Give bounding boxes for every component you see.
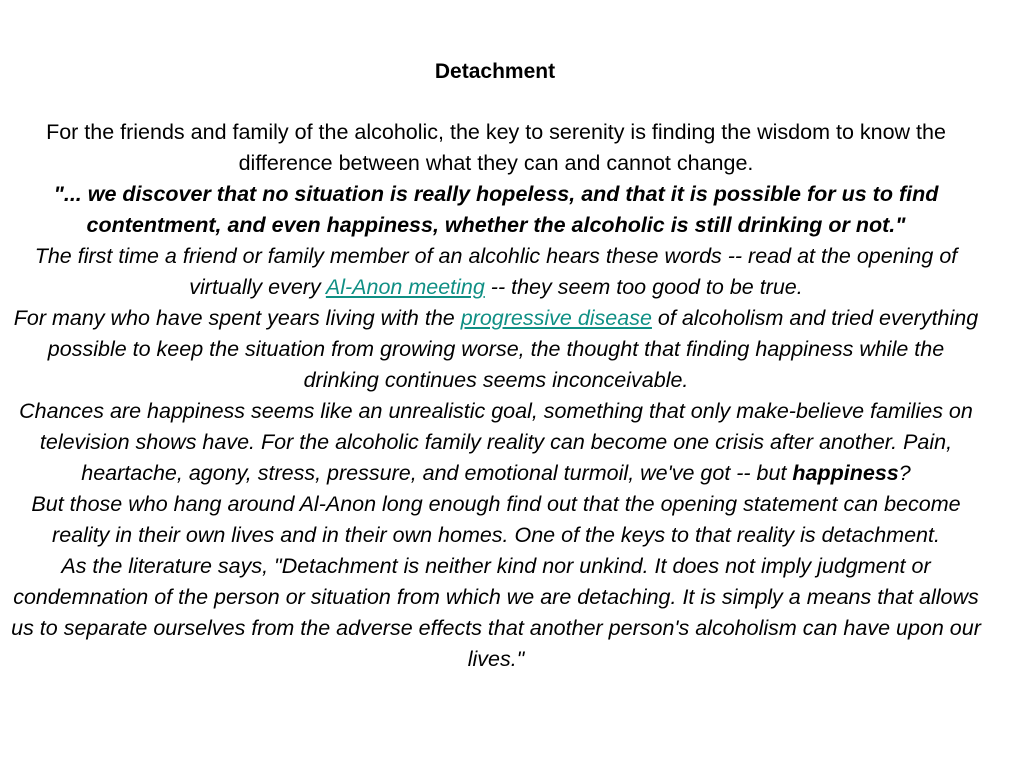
paragraph-progressive-disease-text-before: For many who have spent years living with the <box>13 306 461 330</box>
paragraph-progressive-disease <box>8 303 984 396</box>
paragraph-happiness-text-after: ? <box>898 461 911 485</box>
paragraph-happiness <box>8 396 984 489</box>
paragraph-literature: As the literature says, "Detachment is neither kind nor unkind. It does not imply judgment or condemnation of the person or situation from which we are detaching. It is simply a means that allows us to separate ourselves from the adverse effects that another person's alcoholism can have upon our lives." <box>11 554 981 671</box>
progressive-disease-link[interactable]: progressive disease <box>460 306 652 330</box>
page-title: Detachment <box>434 60 556 83</box>
serenity-quote: "... we discover that no situation is really hopeless, and that it is possible for us to find contentment, and even happiness, whether the alcoholic is still drinking or not." <box>53 182 939 237</box>
intro-paragraph: For the friends and family of the alcoholic, the key to serenity is finding the wisdom to know the difference between what they can and cannot change. <box>46 120 946 175</box>
article-body <box>8 117 984 675</box>
paragraph-first-time-text-after: -- they seem too good to be true. <box>484 275 803 299</box>
paragraph-progressive-disease-text-after: of alcoholism and tried everything possible to keep the situation from growing worse, the thought that finding happiness while the drinking continues seems inconceivable. <box>47 306 979 392</box>
paragraph-first-time-text-before: The first time a friend or family member of an alcohlic hears these words -- read at the opening of virtually every <box>34 244 958 299</box>
happiness-emphasis: happiness <box>792 461 899 485</box>
paragraph-al-anon: But those who hang around Al-Anon long enough find out that the opening statement can become reality in their own lives and in their own homes. One of the keys to that reality is detachment. <box>31 492 961 547</box>
al-anon-meeting-link[interactable]: Al-Anon meeting <box>325 275 485 299</box>
paragraph-happiness-text-before: Chances are happiness seems like an unrealistic goal, something that only make-believe families on television shows have. For the alcoholic family reality can become one crisis after another. Pain, heartache, agony, stress, pressure, and emotional turmoil, we've got -- but <box>19 399 973 485</box>
paragraph-first-time <box>8 241 984 303</box>
